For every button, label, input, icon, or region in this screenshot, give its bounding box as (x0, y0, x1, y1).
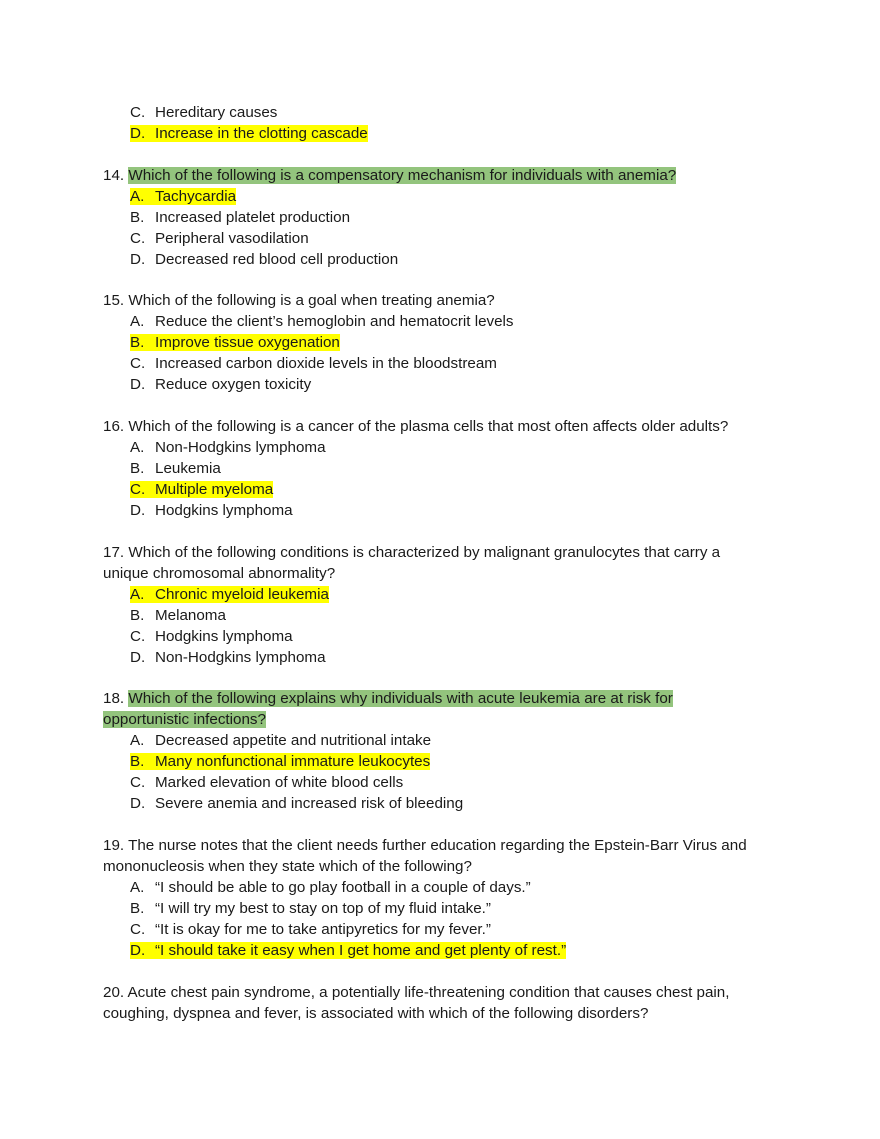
question-20-line-1: 20. Acute chest pain syndrome, a potentially life-threatening condition that causes chest pain, (103, 984, 730, 1001)
option-16-a: A. Non-Hodgkins lymphoma (130, 439, 326, 456)
option-17-b: B. Melanoma (130, 607, 226, 624)
question-17-line-2: unique chromosomal abnormality? (103, 565, 336, 582)
option-18-c: C. Marked elevation of white blood cells (130, 774, 404, 791)
option-15-a: A. Reduce the client’s hemoglobin and hematocrit levels (130, 313, 514, 330)
option-17-c: C. Hodgkins lymphoma (130, 628, 293, 645)
option-19-a: A. “I should be able to go play football in a couple of days.” (130, 879, 531, 896)
option-14-a-correct: A. Tachycardia (130, 188, 237, 205)
question-19-line-1: 19. The nurse notes that the client needs further education regarding the Epstein-Barr Virus and (103, 837, 747, 854)
option-15-d: D. Reduce oxygen toxicity (130, 376, 312, 393)
question-16: 16. Which of the following is a cancer of the plasma cells that most often affects older adults? (103, 418, 729, 435)
option-18-a: A. Decreased appetite and nutritional intake (130, 732, 432, 749)
option-19-d-correct: D. “I should take it easy when I get home and get plenty of rest.” (130, 942, 567, 959)
question-18-line-2: opportunistic infections? (103, 711, 266, 728)
option-16-b: B. Leukemia (130, 460, 221, 477)
option-17-a-correct: A. Chronic myeloid leukemia (130, 586, 329, 603)
question-20-line-2: coughing, dyspnea and fever, is associated with which of the following disorders? (103, 1005, 649, 1022)
option-17-d: D. Non-Hodgkins lymphoma (130, 649, 326, 666)
option-14-b: B. Increased platelet production (130, 209, 351, 226)
question-19-line-2: mononucleosis when they state which of the following? (103, 858, 472, 875)
option-18-d: D. Severe anemia and increased risk of bleeding (130, 795, 464, 812)
option-16-c-correct: C. Multiple myeloma (130, 481, 274, 498)
option-19-b: B. “I will try my best to stay on top of my fluid intake.” (130, 900, 491, 917)
question-17-line-1: 17. Which of the following conditions is characterized by malignant granulocytes that carry a (103, 544, 721, 561)
question-18-line-1: 18. Which of the following explains why individuals with acute leukemia are at risk for (103, 690, 673, 707)
option-19-c: C. “It is okay for me to take antipyretics for my fever.” (130, 921, 491, 938)
option-14-d: D. Decreased red blood cell production (130, 251, 399, 268)
question-14: 14. Which of the following is a compensatory mechanism for individuals with anemia? (103, 167, 677, 184)
option-prev-c: C. Hereditary causes (130, 104, 278, 121)
option-18-b-correct: B. Many nonfunctional immature leukocytes (130, 753, 431, 770)
option-15-c: C. Increased carbon dioxide levels in the bloodstream (130, 355, 497, 372)
option-14-c: C. Peripheral vasodilation (130, 230, 309, 247)
option-15-b-correct: B. Improve tissue oxygenation (130, 334, 340, 351)
question-15: 15. Which of the following is a goal when treating anemia? (103, 292, 495, 309)
option-16-d: D. Hodgkins lymphoma (130, 502, 293, 519)
option-prev-d-correct: D. Increase in the clotting cascade (130, 125, 368, 142)
